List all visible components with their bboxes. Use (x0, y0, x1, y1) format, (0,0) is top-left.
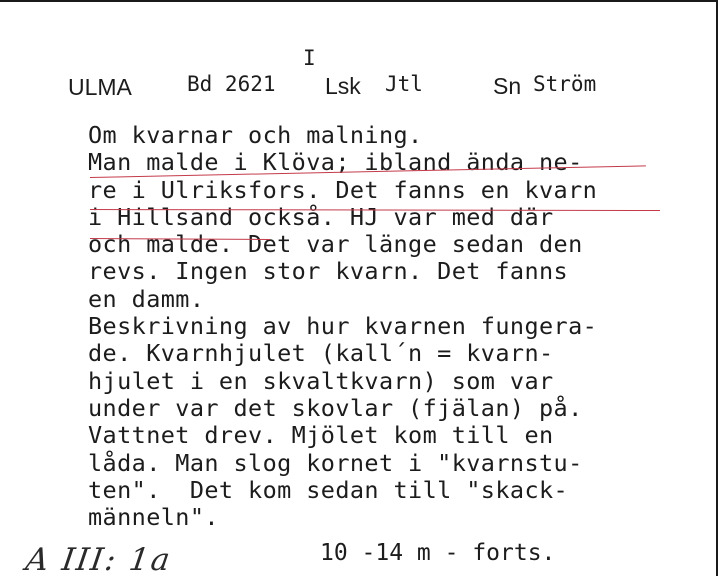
province-value: Jtl (385, 72, 423, 96)
archive-code: ULMA (68, 74, 132, 100)
body-line: revs. Ingen stor kvarn. Det fanns (88, 257, 569, 286)
body-line: i Hillsand också. HJ var med där (88, 202, 554, 231)
body-line: ten". Det kom sedan till "skack- (88, 475, 569, 504)
parish-label: Sn (493, 73, 522, 99)
body-line: under var det skovlar (fjälan) på. (88, 393, 583, 422)
footer-reference: 10 -14 m - forts. (320, 540, 556, 566)
body-line: re i Ulriksfors. Det fanns en kvarn (88, 175, 598, 204)
body-line: de. Kvarnhjulet (kall´n = kvarn- (88, 339, 554, 368)
body-line: låda. Man slog kornet i "kvarnstu- (88, 448, 583, 477)
parish-value: Ström (533, 72, 597, 96)
body-line: hjulet i en skvaltkvarn) som var (88, 366, 554, 395)
card-body-text (88, 122, 597, 531)
body-line: männeln". (88, 503, 219, 532)
record-number: Bd 2621 (187, 72, 276, 96)
handwritten-annotation: A III: 1a (23, 542, 175, 578)
body-line: Beskrivning av hur kvarnen fungera- (88, 312, 598, 341)
province-label: Lsk (325, 73, 361, 99)
body-line: Vattnet drev. Mjölet kom till en (88, 421, 554, 450)
body-line: en damm. (88, 284, 205, 313)
roman-numeral: I (303, 46, 316, 70)
body-line: Om kvarnar och malning. (88, 121, 423, 149)
body-line: Man malde i Klöva; ibland ända ne- (88, 148, 583, 177)
body-line: och malde. Det var länge sedan den (88, 230, 583, 259)
